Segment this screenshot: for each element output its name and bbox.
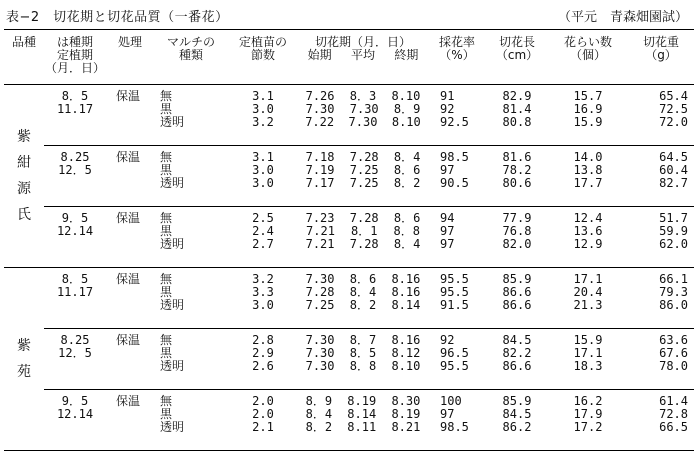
- planting-date-cell: 9．5 12.14: [56, 394, 94, 421]
- buds-cell: 16.2 17.9 17.2: [573, 394, 603, 434]
- cut-mean-value: 7.25: [349, 163, 379, 177]
- cut-end-value: 8.12: [391, 346, 421, 360]
- length-cell: 84.5 82.2 86.6: [502, 333, 532, 373]
- table-row: [4, 268, 694, 329]
- mulch-cell: 無 黒 透明: [160, 211, 185, 251]
- treatment-cell: 保温: [116, 89, 141, 103]
- weight-cell: 66.1 79.3 86.0: [659, 272, 688, 312]
- cut-end-value: 8.10: [391, 115, 421, 129]
- weight-cell: 63.6 67.6 78.0: [659, 333, 688, 373]
- header-planting-date: は種期 定植期 （月．日）: [44, 35, 105, 75]
- buds-cell: 14.0 13.8 17.7: [573, 150, 603, 190]
- cut-end-value: 8.16: [391, 272, 421, 286]
- cut-start-value: 7.30: [305, 346, 335, 360]
- cut-end-value: 8.19: [391, 407, 421, 421]
- harvest-rate-cell: 95.5 95.5 91.5: [440, 272, 469, 312]
- treatment-cell: 保温: [116, 272, 141, 286]
- cut-start-value: 7.17: [305, 176, 335, 190]
- length-cell: 82.9 81.4 80.8: [502, 89, 532, 129]
- cut-mean-value: 8．8: [349, 359, 377, 373]
- nodes-cell: 2.0 2.0 2.1: [252, 394, 274, 434]
- cut-end-value: 8．9: [393, 102, 421, 116]
- cut-start-value: 8．4: [305, 407, 333, 421]
- cut-end-value: 8.10: [391, 359, 421, 373]
- length-cell: 81.6 78.2 80.6: [502, 150, 532, 190]
- cut-end-value: 8.16: [391, 285, 421, 299]
- mulch-cell: 無 黒 透明: [160, 394, 185, 434]
- buds-cell: 15.9 17.1 18.3: [573, 333, 603, 373]
- cut-period-cell: [298, 85, 428, 146]
- harvest-rate-cell: 98.5 97 90.5: [440, 150, 469, 190]
- cut-mean-value: 8．7: [349, 333, 377, 347]
- cut-mean-value: 8.11: [347, 420, 377, 434]
- header-length: 切花長 （cm）: [495, 35, 539, 62]
- cut-start-value: 7.18: [305, 150, 335, 164]
- cut-end-value: 8.30: [391, 394, 421, 408]
- harvest-rate-cell: 92 96.5 95.5: [440, 333, 469, 373]
- variety-name: 紫 苑: [17, 338, 31, 380]
- cut-period-cell: [298, 146, 428, 207]
- cut-period-cell: [298, 329, 428, 390]
- cut-start-value: 7.28: [305, 285, 335, 299]
- table-caption: 表−2 切花期と切花品質（一番花）: [6, 10, 229, 25]
- treatment-cell: 保温: [116, 211, 141, 225]
- cut-mean-value: 7.25: [349, 176, 379, 190]
- table-row: [4, 207, 694, 268]
- table-row: [4, 85, 694, 146]
- header-mulch: マルチの 種類: [166, 35, 215, 62]
- mulch-cell: 無 黒 透明: [160, 272, 185, 312]
- cut-end-value: 8．6: [393, 163, 421, 177]
- header-cut-period: 切花期（月．日） 始期 平均 終期: [307, 35, 419, 62]
- cut-start-value: 7.21: [306, 224, 335, 238]
- cut-end-value: 8．4: [393, 237, 421, 251]
- harvest-rate-cell: 94 97 97: [440, 211, 455, 251]
- cut-end-value: 8.14: [391, 298, 421, 312]
- table-row: [4, 390, 694, 451]
- mulch-cell: 無 黒 透明: [160, 150, 185, 190]
- length-cell: 85.9 86.6 86.6: [502, 272, 532, 312]
- cut-end-value: 8．2: [393, 176, 421, 190]
- nodes-cell: 3.1 3.0 3.0: [252, 150, 274, 190]
- cut-end-value: 8.21: [391, 420, 421, 434]
- planting-date-cell: 8.25 12．5: [58, 333, 92, 360]
- cut-flower-table: [4, 29, 694, 451]
- cut-mean-value: 8．1: [351, 224, 378, 238]
- nodes-cell: 2.8 2.9 2.6: [252, 333, 274, 373]
- weight-cell: 61.4 72.8 66.5: [659, 394, 688, 434]
- cut-end-value: 8．6: [393, 211, 421, 225]
- cut-start-value: 7.19: [305, 163, 335, 177]
- table-body: [4, 85, 694, 451]
- cut-end-value: 8．4: [393, 150, 421, 164]
- cut-start-value: 7.22: [305, 115, 335, 129]
- planting-date-cell: 8.25 12．5: [58, 150, 92, 177]
- length-cell: 85.9 84.5 86.2: [502, 394, 532, 434]
- cut-mean-value: 8．2: [349, 298, 377, 312]
- cut-start-value: 7.21: [305, 237, 335, 251]
- treatment-cell: 保温: [116, 150, 141, 164]
- weight-cell: 51.7 59.9 62.0: [659, 211, 688, 251]
- header-variety: 品種: [11, 35, 36, 49]
- nodes-cell: 3.2 3.3 3.0: [252, 272, 274, 312]
- buds-cell: 15.7 16.9 15.9: [573, 89, 603, 129]
- cut-start-value: 7.26: [305, 89, 335, 103]
- cut-period-cell: [298, 390, 428, 451]
- variety-name: 紫 紺 源 氏: [17, 129, 31, 223]
- cut-start-value: 8．9: [305, 394, 333, 408]
- treatment-cell: 保温: [116, 333, 141, 347]
- length-cell: 77.9 76.8 82.0: [502, 211, 532, 251]
- cut-mean-value: 8．6: [349, 272, 377, 286]
- buds-cell: 12.4 13.6 12.9: [573, 211, 603, 251]
- cut-start-value: 7.30: [305, 333, 335, 347]
- harvest-rate-cell: 91 92 92.5: [440, 89, 469, 129]
- header-treatment: 処理: [117, 35, 142, 49]
- cut-end-value: 8.16: [391, 333, 421, 347]
- cut-mean-value: 8．4: [349, 285, 377, 299]
- cut-mean-value: 7.28: [349, 150, 379, 164]
- treatment-cell: 保温: [116, 394, 141, 408]
- cut-mean-value: 7.28: [349, 237, 379, 251]
- header-weight: 切花重 （g）: [642, 35, 679, 62]
- cut-period-cell: [298, 207, 428, 268]
- cut-mean-value: 8.19: [347, 394, 377, 408]
- cut-start-value: 7.30: [305, 359, 335, 373]
- cut-end-value: 8．8: [393, 224, 420, 238]
- header-harvest-rate: 採花率 （%）: [438, 35, 475, 62]
- cut-mean-value: 8.14: [347, 407, 377, 421]
- header-buds: 花らい数 （個）: [563, 35, 612, 62]
- cut-mean-value: 7.30: [349, 102, 379, 116]
- cut-start-value: 7.25: [305, 298, 335, 312]
- cut-mean-value: 7.28: [349, 211, 379, 225]
- weight-cell: 64.5 60.4 82.7: [659, 150, 688, 190]
- mulch-cell: 無 黒 透明: [160, 89, 185, 129]
- cut-mean-value: 8．5: [349, 346, 377, 360]
- buds-cell: 17.1 20.4 21.3: [573, 272, 603, 312]
- header-nodes: 定植苗の 節数: [238, 35, 287, 62]
- weight-cell: 65.4 72.5 72.0: [659, 89, 688, 129]
- table-source: （平元 青森畑園試）: [557, 10, 688, 25]
- table-row: [4, 329, 694, 390]
- planting-date-cell: 8．5 11.17: [56, 272, 94, 299]
- table-row: [4, 146, 694, 207]
- cut-mean-value: 8．3: [349, 89, 377, 103]
- planting-date-cell: 8．5 11.17: [56, 89, 94, 116]
- harvest-rate-cell: 100 97 98.5: [440, 394, 469, 434]
- cut-end-value: 8.10: [391, 89, 421, 103]
- nodes-cell: 3.1 3.0 3.2: [252, 89, 274, 129]
- mulch-cell: 無 黒 透明: [160, 333, 185, 373]
- cut-mean-value: 7.30: [348, 115, 378, 129]
- header-row: [4, 30, 694, 85]
- planting-date-cell: 9．5 12.14: [56, 211, 94, 238]
- cut-start-value: 7.30: [305, 102, 335, 116]
- cut-period-cell: [298, 268, 428, 329]
- cut-start-value: 7.23: [305, 211, 335, 225]
- nodes-cell: 2.5 2.4 2.7: [252, 211, 274, 251]
- cut-start-value: 7.30: [305, 272, 335, 286]
- cut-start-value: 8．2: [305, 420, 333, 434]
